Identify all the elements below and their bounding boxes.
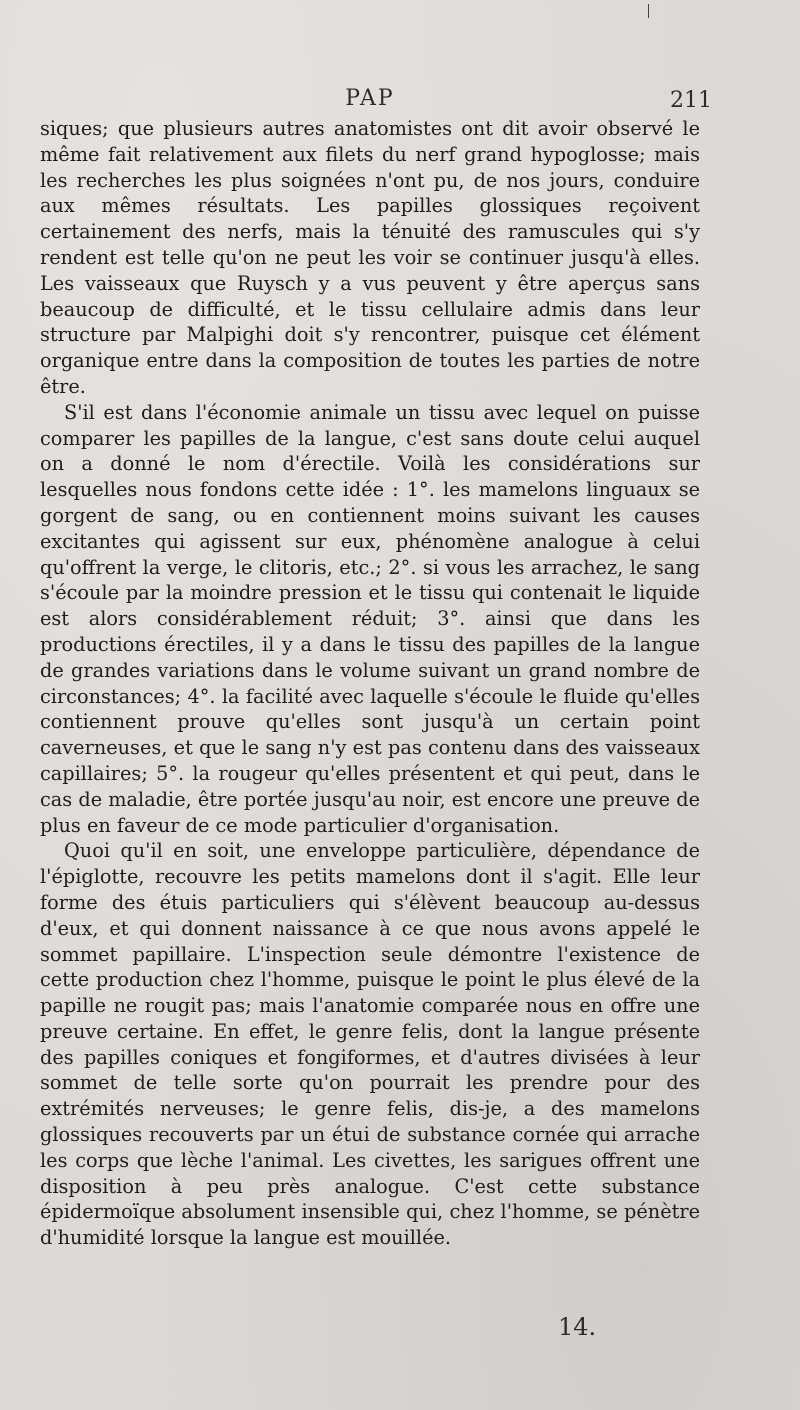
- paragraph-2: S'il est dans l'économie animale un tissu avec lequel on puisse comparer les papilles de la langue, c'est sans doute celui auquel on a donné le nom d'érectile. Voilà les considérations sur lesquelles nous fondons cette idée : 1°. les mamelons linguaux se gorgent de sang, ou en contiennent moins suivant les causes excitantes qui agissent sur eux, phénomène analogue à celui qu'offrent la verge, le clitoris, etc.; 2°. si vous les arrachez, le sang s'écoule par la moindre pression et le tissu qui contenait le liquide est alors considérablement réduit; 3°. ainsi que dans les productions érectiles, il y a dans le tissu des papilles de la langue de grandes variations dans le volume suivant un grand nombre de circonstances; 4°. la facilité avec laquelle s'écoule le fluide qu'elles contiennent prouve qu'elles sont jusqu'à un certain point caverneuses, et que le sang n'y est pas contenu dans des vaisseaux capillaires; 5°. la rougeur qu'elles présentent et qui peut, dans le cas de maladie, être portée jusqu'au noir, est encore une preuve de plus en faveur de ce mode particulier d'organisation.: [40, 400, 700, 837]
- running-head: PAP: [345, 86, 395, 111]
- paragraph-3: Quoi qu'il en soit, une enveloppe particulière, dépendance de l'épiglotte, recouvre les petits mamelons dont il s'agit. Elle leur forme des étuis particuliers qui s'élèvent beaucoup au-dessus d'eux, et qui donnent naissance à ce que nous avons appelé le sommet papillaire. L'inspection seule démontre l'existence de cette production chez l'homme, puisque le point le plus élevé de la papille ne rougit pas; mais l'anatomie comparée nous en offre une preuve certaine. En effet, le genre felis, dont la langue présente des papilles coniques et fongiformes, et d'autres divisées à leur sommet de telle sorte qu'on pourrait les prendre pour des extrémités nerveuses; le genre felis, dis-je, a des mamelons glossiques recouverts par un étui de substance cornée qui arrache les corps que lèche l'animal. Les civettes, les sarigues offrent une disposition à peu près analogue. C'est cette substance épidermoïque absolument insensible qui, chez l'homme, se pénètre d'humidité lorsque la langue est mouillée.: [40, 839, 700, 1250]
- page-number: 211: [670, 88, 712, 113]
- margin-mark: [648, 4, 649, 18]
- body-text: [40, 116, 700, 1251]
- paragraph-1: siques; que plusieurs autres anatomistes ont dit avoir observé le même fait relativement aux filets du nerf grand hypoglosse; mais les recherches les plus soignées n'ont pu, de nos jours, conduire aux mêmes résultats. Les papilles glossiques reçoivent certainement des nerfs, mais la ténuité des ramuscules qui s'y rendent est telle qu'on ne peut les voir se continuer jusqu'à elles. Les vaisseaux que Ruysch y a vus peuvent y être aperçus sans beaucoup de difficulté, et le tissu cellulaire admis dans leur structure par Malpighi doit s'y rencontrer, puisque cet élément organique entre dans la composition de toutes les parties de notre être.: [40, 117, 700, 398]
- signature-mark: 14.: [558, 1313, 597, 1341]
- page-header: [40, 86, 712, 120]
